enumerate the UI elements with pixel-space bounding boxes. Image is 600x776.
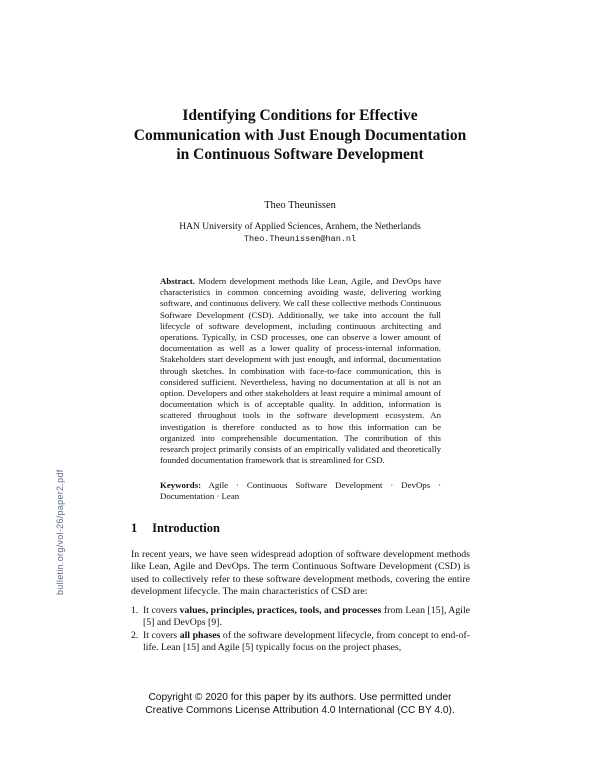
section-heading — [131, 521, 220, 536]
abstract-label: Abstract. — [160, 276, 195, 286]
list-item — [131, 630, 470, 655]
copyright-line-1: Copyright © 2020 for this paper by its authors. Use permitted under — [148, 692, 452, 703]
list-item-number: 1. — [131, 605, 139, 616]
list-item-post: from Lean [15], Agile [5] and DevOps [9]. — [143, 605, 471, 629]
list-item-pre: It covers — [143, 605, 180, 616]
affiliation-text: HAN University of Applied Sciences, Arnhem, the Netherlands — [179, 222, 421, 232]
author-name: Theo Theunissen — [264, 200, 336, 211]
copyright-notice — [0, 692, 600, 717]
intro-paragraph: In recent years, we have seen widespread adoption of software development methods like Lean, Agile and DevOps. The term Continuous Software Development (CSD) is used to collectively refer to these software development methods, covering the entire development lifecycle. The main characteristics of CSD are: — [131, 549, 470, 597]
keywords-label: Keywords: — [160, 480, 202, 490]
list-item-bold: all phases — [179, 629, 221, 641]
list-item-bold: values, principles, practices, tools, and processes — [179, 605, 382, 616]
abstract — [160, 276, 441, 466]
characteristics-list — [131, 605, 470, 654]
list-item-post: of the software development lifecycle, from concept to end-of-life. Lean [15] and Agile [5] typically focus on the project phases, — [143, 629, 471, 653]
keywords-text: Agile · Continuous Software Development · DevOps · Documentation · Lean — [160, 480, 441, 502]
author-affiliation — [0, 221, 600, 245]
list-item — [131, 605, 470, 630]
abstract-text: Modern development methods like Lean, Agile, and DevOps have characteristics in common concerning avoiding waste, delivering working software, and continuous delivery. We call these collective methods Continuous Software Development (CSD). Additionally, we take into account the full lifecycle of software development, including continuous architecting and operations. Typically, in CSD processes, one can observe a lower amount of documentation as well as a lower quality of process-internal information. Stakeholders start development with just enough, and informal, documentation through sketches. In combination with face-to-face communication, this is considered sufficient. Nevertheless, having no documentation at all is not an option. Developers and other stakeholders at least require a minimal amount of documentation which is of acceptable quality. In addition, information is scattered throughout tools in the software development ecosystem. An investigation is therefore conducted as to how this information can be organized into comprehensible documentation. The contribution of this research project primarily consists of an empirically validated and theoretically founded documentation framework that is streamlined for CSD. — [160, 276, 441, 466]
margin-stamp: bulletin.org/vol-26/paper2.pdf — [55, 469, 65, 595]
keywords — [160, 480, 441, 502]
list-item-number: 2. — [131, 629, 139, 641]
section-number: 1 — [131, 521, 138, 535]
section-title: Introduction — [152, 521, 220, 535]
author-email[interactable]: Theo.Theunissen@han.nl — [243, 234, 357, 244]
paper-title: Identifying Conditions for Effective Communication with Just Enough Documentation in Continuous Software Development — [133, 107, 467, 163]
copyright-line-2: Creative Commons License Attribution 4.0 International (CC BY 4.0). — [145, 704, 455, 716]
list-item-pre: It covers — [143, 629, 180, 641]
